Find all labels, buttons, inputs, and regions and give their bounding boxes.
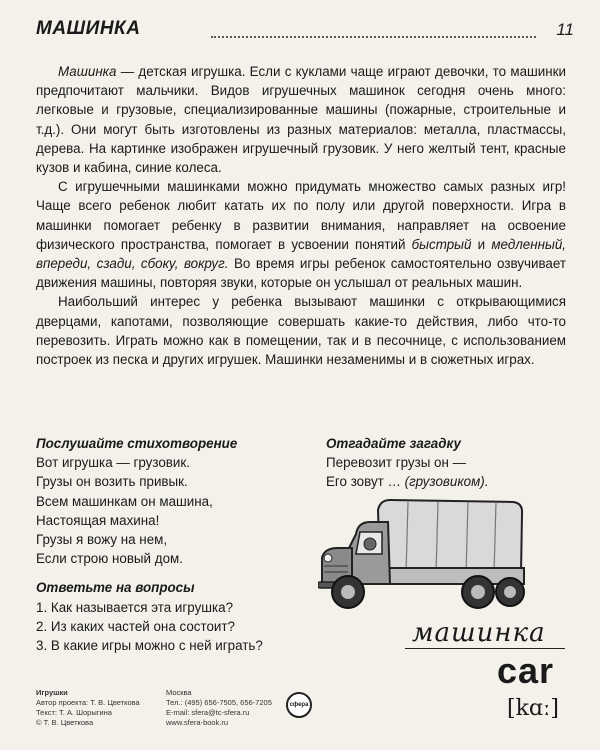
paragraph-2-before: С игрушечными машинками можно придумать множество самых разных игр! Чаще всего ребенок любит катать их по полу или другой поверхности. Игра в машинки помогает ребенку в развитии внимания, направляет на освоение физического пространства, помогает в усвоении понятий: [36, 179, 566, 252]
riddle-heading: Отгадайте загадку: [326, 436, 461, 451]
paragraph-2: [36, 177, 566, 292]
english-word: car: [497, 650, 555, 691]
footer-email: E-mail: sfera@tc-sfera.ru: [166, 708, 250, 717]
questions-heading: Ответьте на вопросы: [36, 580, 195, 596]
footer-text-author: Текст: Т. А. Шорыгина: [36, 708, 112, 717]
left-column: [36, 434, 326, 655]
question-item: 1. Как называется эта игрушка?: [36, 599, 234, 615]
article-body: [36, 62, 566, 369]
paragraph-1: [36, 62, 566, 177]
page-header: [36, 18, 574, 44]
paragraph-1-text: — детская игрушка. Если с куклами чаще играют девочки, то машинки предпочитают мальчики. Видов игрушечных машинок сегодня очень много: легковые и грузовые, специализированные машины (пожарные, строительные и т.д.). Они могут быть изготовлены из разных материалов: металла, пластмассы, дерева. На картинке изображен игрушечный грузовик. У него желтый тент, красные кузов и кабина, синие колеса.: [36, 64, 566, 176]
right-column: [326, 434, 566, 492]
word-slow-list: медленный, впереди, сзади, сбоку, вокруг.: [36, 236, 566, 272]
footer-city: Москва: [166, 688, 192, 697]
riddle-line-2: [326, 472, 566, 491]
poem-line: Вот игрушка — грузовик.: [36, 455, 190, 471]
poem-line: Если строю новый дом.: [36, 551, 183, 567]
footer-copyright: © Т. В. Цветкова: [36, 718, 94, 727]
header-dotted-rule: [211, 36, 536, 38]
word-and: и: [471, 236, 492, 252]
riddle-answer: (грузовиком).: [404, 474, 489, 490]
riddle-line-1: Перевозит грузы он —: [326, 455, 467, 471]
handwriting-baseline: [405, 648, 565, 649]
footer-site: www.sfera-book.ru: [166, 718, 229, 727]
footer-credits: [36, 688, 166, 728]
page-number: 11: [556, 20, 574, 39]
publisher-logo: сфера: [286, 692, 312, 718]
question-item: 2. Из каких частей она состоит?: [36, 618, 235, 634]
poem-line: Грузы он возить привык.: [36, 474, 188, 490]
transcription: [kɑː]: [507, 696, 559, 721]
term-mashinka: Машинка: [58, 64, 117, 79]
paragraph-3: Наибольший интерес у ребенка вызывают машинки с открывающимися дверцами, капотами, позволяющие совершать какие-то действия, либо что-то перевозить. Играть можно как в помещении, так и в песочнице, с использованием построек из песка и других игрушек. Машинки незаменимы и в сюжетных играх.: [36, 294, 566, 368]
footer-tel: Тел.: (495) 656-7505, 656-7205: [166, 698, 272, 707]
poem-line: Грузы я вожу на нем,: [36, 532, 168, 548]
paragraph-2-after: Во время игры ребенок самостоятельно озвучивает движения машины, повторяя звуки, которые он услышал от реальных машин.: [36, 256, 566, 291]
toy-truck-illustration: [318, 496, 538, 616]
riddle-line-2-prefix: Его зовут …: [326, 474, 405, 490]
word-fast: быстрый: [411, 236, 472, 252]
poem-line: Настоящая махина!: [36, 512, 160, 528]
page-title: МАШИНКА: [36, 18, 141, 39]
poem-line: Всем машинкам он машина,: [36, 493, 213, 509]
poem-heading: Послушайте стихотворение: [36, 436, 238, 451]
handwritten-word: машинка: [412, 618, 546, 648]
question-item: 3. В какие игры можно с ней играть?: [36, 638, 263, 654]
footer-author: Автор проекта: Т. В. Цветкова: [36, 698, 140, 707]
footer-series: Игрушки: [36, 688, 68, 697]
